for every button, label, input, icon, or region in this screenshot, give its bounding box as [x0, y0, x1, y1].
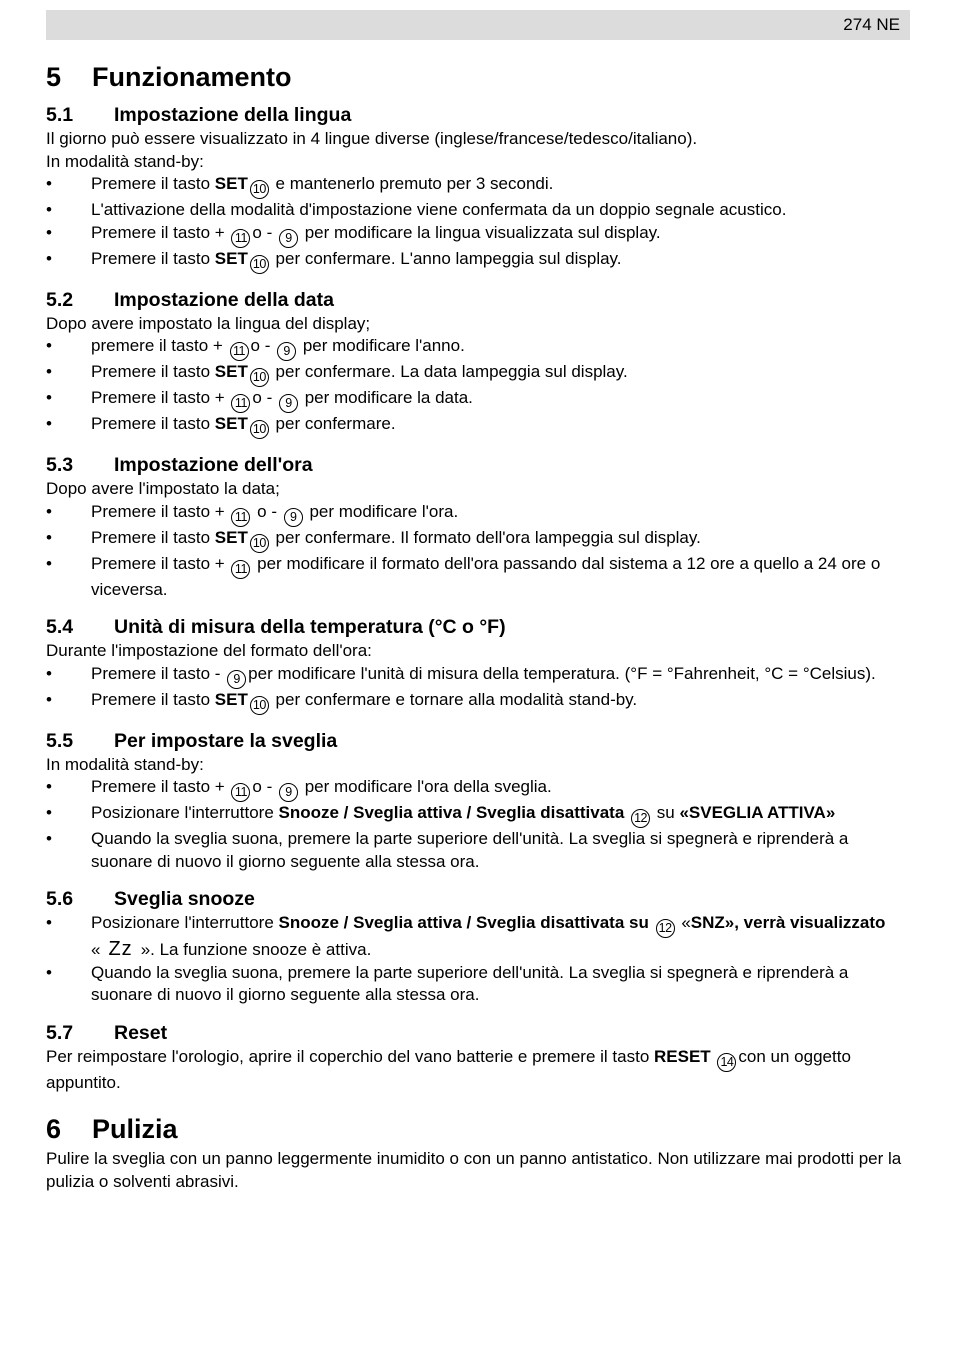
subsection-heading — [46, 886, 910, 912]
circled-number-icon: 9 — [279, 394, 298, 413]
section-title: Pulizia — [92, 1114, 178, 1144]
text: o - — [252, 222, 277, 242]
bullet-list — [46, 173, 910, 274]
list-item — [46, 689, 910, 715]
section-5-4 — [46, 614, 910, 715]
text: per confermare. — [270, 414, 396, 433]
text: su — [652, 803, 680, 822]
subsection-title: Impostazione della lingua — [114, 104, 352, 126]
bullet: • — [46, 962, 52, 982]
circled-number-icon: 11 — [231, 394, 250, 413]
circled-number-icon: 10 — [250, 368, 269, 387]
bullet: • — [46, 388, 52, 407]
circled-number-icon: 11 — [231, 783, 250, 802]
list-item — [46, 361, 910, 387]
text: per confermare e tornare alla modalità stand-by. — [270, 689, 638, 709]
bullet: • — [46, 248, 52, 268]
paragraph: Dopo avere l'impostato la data; — [46, 479, 280, 498]
circled-number-icon: 9 — [227, 670, 246, 689]
subsection-heading — [46, 1020, 910, 1046]
text: Posizionare l'interruttore — [91, 803, 279, 822]
text: Posizionare l'interruttore — [91, 913, 279, 932]
subsection-number: 5.2 — [46, 288, 74, 311]
bullet-list — [46, 912, 910, 1007]
circled-number-icon: 9 — [279, 783, 298, 802]
paragraph: In modalità stand-by: — [46, 151, 204, 171]
section-5-3 — [46, 452, 910, 601]
bullet: • — [46, 689, 52, 709]
text: Premere il tasto + — [91, 388, 230, 407]
circled-number-icon: 9 — [277, 342, 296, 361]
text: Premere il tasto + — [91, 777, 230, 796]
paragraph: Dopo avere impostato la lingua del display; — [46, 313, 371, 333]
section-5-5 — [46, 728, 910, 874]
bullet: • — [46, 553, 52, 573]
text: « — [91, 940, 101, 959]
section-5-7 — [46, 1020, 910, 1095]
page-content — [46, 58, 910, 1193]
list-item — [46, 912, 910, 962]
bullet: • — [46, 174, 52, 193]
list-item — [46, 335, 910, 361]
bullet: • — [46, 527, 52, 547]
bullet-list — [46, 776, 910, 873]
paragraph: Durante l'impostazione del formato dell'ora: — [46, 641, 372, 660]
bullet: • — [46, 222, 52, 242]
text: Premere il tasto — [91, 527, 215, 547]
list-item — [46, 553, 910, 602]
circled-number-icon: 10 — [250, 534, 269, 553]
subsection-heading — [46, 452, 910, 478]
text: Premere il tasto — [91, 248, 215, 268]
circled-number-icon: 12 — [656, 919, 675, 938]
bullet: • — [46, 414, 52, 433]
section-title: Funzionamento — [92, 62, 292, 92]
text: L'attivazione della modalità d'impostazione viene confermata da un doppio segnale acustico. — [91, 200, 787, 219]
switch-name: Snooze / Sveglia attiva / Sveglia disattivata — [278, 803, 625, 822]
list-item — [46, 828, 910, 873]
text: per modificare il formato dell'ora passando dal sistema a 12 ore a quello a 24 ore o viceversa. — [91, 553, 881, 599]
text: per confermare. L'anno lampeggia sul display. — [270, 248, 622, 268]
circled-number-icon: 10 — [250, 255, 269, 274]
text: Premere il tasto + — [91, 222, 230, 242]
switch-position: «SVEGLIA ATTIVA» — [679, 803, 836, 822]
bullet-list — [46, 501, 910, 602]
text: e mantenerlo premuto per 3 secondi. — [270, 174, 554, 193]
bullet: • — [46, 501, 52, 521]
bullet: • — [46, 777, 52, 796]
text: o - — [250, 336, 276, 355]
section-number: 5 — [46, 62, 62, 92]
circled-number-icon: 9 — [279, 229, 298, 248]
subsection-title: Impostazione della data — [114, 288, 334, 311]
section-6-heading — [46, 1110, 910, 1148]
header-bar — [46, 10, 910, 40]
subsection-number: 5.5 — [46, 729, 74, 752]
key-name: SET — [214, 362, 248, 381]
switch-name: Snooze / Sveglia attiva / Sveglia disattivata su — [278, 913, 649, 932]
list-item — [46, 248, 910, 274]
bullet: • — [46, 336, 52, 355]
section-5-6 — [46, 886, 910, 1007]
subsection-number: 5.4 — [46, 616, 74, 638]
section-5-2 — [46, 287, 910, 440]
bullet: • — [46, 829, 52, 848]
circled-number-icon: 12 — [631, 809, 650, 828]
list-item — [46, 199, 910, 222]
subsection-heading — [46, 614, 910, 640]
bullet: • — [46, 803, 52, 822]
circled-number-icon: 11 — [230, 342, 249, 361]
subsection-title: Per impostare la sveglia — [114, 729, 338, 752]
text: Premere il tasto — [91, 414, 215, 433]
list-item — [46, 802, 910, 828]
text: per modificare l'anno. — [298, 336, 465, 355]
section-5-1 — [46, 102, 910, 274]
text: premere il tasto + — [91, 336, 228, 355]
list-item — [46, 776, 910, 802]
paragraph: Pulire la sveglia con un panno leggermente inumidito o con un panno antistatico. Non utilizzare mai prodotti per la pulizia o solventi abrasivi. — [46, 1149, 902, 1191]
circled-number-icon: 10 — [250, 696, 269, 715]
switch-position: SNZ», verrà visualizzato — [690, 913, 886, 932]
subsection-heading — [46, 728, 910, 754]
list-item — [46, 527, 910, 553]
key-name: SET — [214, 414, 248, 433]
text: o - — [252, 777, 277, 796]
text: ». La funzione snooze è attiva. — [140, 940, 372, 959]
text: Premere il tasto — [91, 362, 215, 381]
circled-number-icon: 11 — [231, 560, 250, 579]
text: o - — [252, 388, 277, 407]
subsection-title: Impostazione dell'ora — [114, 454, 313, 476]
text: per modificare la data. — [299, 388, 473, 407]
circled-number-icon: 10 — [250, 180, 269, 199]
bullet-list — [46, 335, 910, 439]
subsection-heading — [46, 102, 910, 128]
circled-number-icon: 10 — [250, 420, 269, 439]
list-item — [46, 962, 910, 1007]
circled-number-icon: 11 — [231, 508, 250, 527]
text: « — [676, 913, 691, 932]
text: Premere il tasto — [91, 689, 215, 709]
model-number: 274 NE — [843, 15, 900, 34]
text: Quando la sveglia suona, premere la parte superiore dell'unità. La sveglia si spegnerà e riprenderà a suonare di nuovo il giorno seguente alla stessa ora. — [91, 962, 849, 1004]
paragraph: Il giorno può essere visualizzato in 4 lingue diverse (inglese/francese/tedesco/italiano). — [46, 129, 698, 148]
section-6 — [46, 1110, 910, 1193]
bullet: • — [46, 362, 52, 381]
bullet: • — [46, 913, 52, 932]
text: Per reimpostare l'orologio, aprire il coperchio del vano batterie e premere il tasto — [46, 1046, 654, 1066]
text: Quando la sveglia suona, premere la parte superiore dell'unità. La sveglia si spegnerà e riprenderà a suonare di nuovo il giorno seguente alla stessa ora. — [91, 829, 849, 871]
subsection-title: Reset — [114, 1021, 168, 1044]
key-name: SET — [214, 248, 248, 268]
key-name: SET — [214, 527, 248, 547]
list-item — [46, 413, 910, 439]
text: per confermare. Il formato dell'ora lampeggia sul display. — [270, 527, 701, 547]
list-item — [46, 222, 910, 248]
text: per modificare la lingua visualizzata sul display. — [299, 222, 661, 242]
key-name: RESET — [654, 1046, 711, 1066]
circled-number-icon: 9 — [284, 508, 303, 527]
section-number: 6 — [46, 1114, 62, 1144]
paragraph: In modalità stand-by: — [46, 754, 204, 774]
subsection-number: 5.7 — [46, 1021, 74, 1044]
text: per modificare l'ora. — [304, 501, 459, 521]
paragraph — [46, 1046, 910, 1095]
circled-number-icon: 14 — [717, 1053, 736, 1072]
subsection-number: 5.1 — [46, 104, 74, 126]
text: per confermare. La data lampeggia sul display. — [270, 362, 628, 381]
text: Premere il tasto - — [91, 663, 226, 683]
bullet-list — [46, 663, 910, 715]
list-item — [46, 501, 910, 527]
text: Premere il tasto + — [91, 501, 230, 521]
bullet: • — [46, 200, 52, 219]
key-name: SET — [214, 689, 248, 709]
snooze-zz-icon: Zz — [108, 938, 133, 960]
subsection-number: 5.6 — [46, 888, 74, 910]
subsection-heading — [46, 287, 910, 313]
text: per modificare l'unità di misura della temperatura. (°F = °Fahrenheit, °C = °Celsius). — [248, 663, 876, 683]
text: per modificare l'ora della sveglia. — [299, 777, 552, 796]
circled-number-icon: 11 — [231, 229, 250, 248]
list-item — [46, 173, 910, 199]
list-item — [46, 387, 910, 413]
text: o - — [252, 501, 282, 521]
subsection-title: Sveglia snooze — [114, 888, 255, 910]
subsection-title: Unità di misura della temperatura (°C o °F) — [114, 616, 506, 638]
text: Premere il tasto — [91, 174, 215, 193]
section-5-heading — [46, 58, 910, 96]
list-item — [46, 663, 910, 689]
text: con un oggetto appuntito. — [46, 1046, 851, 1092]
subsection-number: 5.3 — [46, 454, 74, 476]
bullet: • — [46, 663, 52, 683]
text: Premere il tasto + — [91, 553, 230, 573]
key-name: SET — [214, 174, 248, 193]
